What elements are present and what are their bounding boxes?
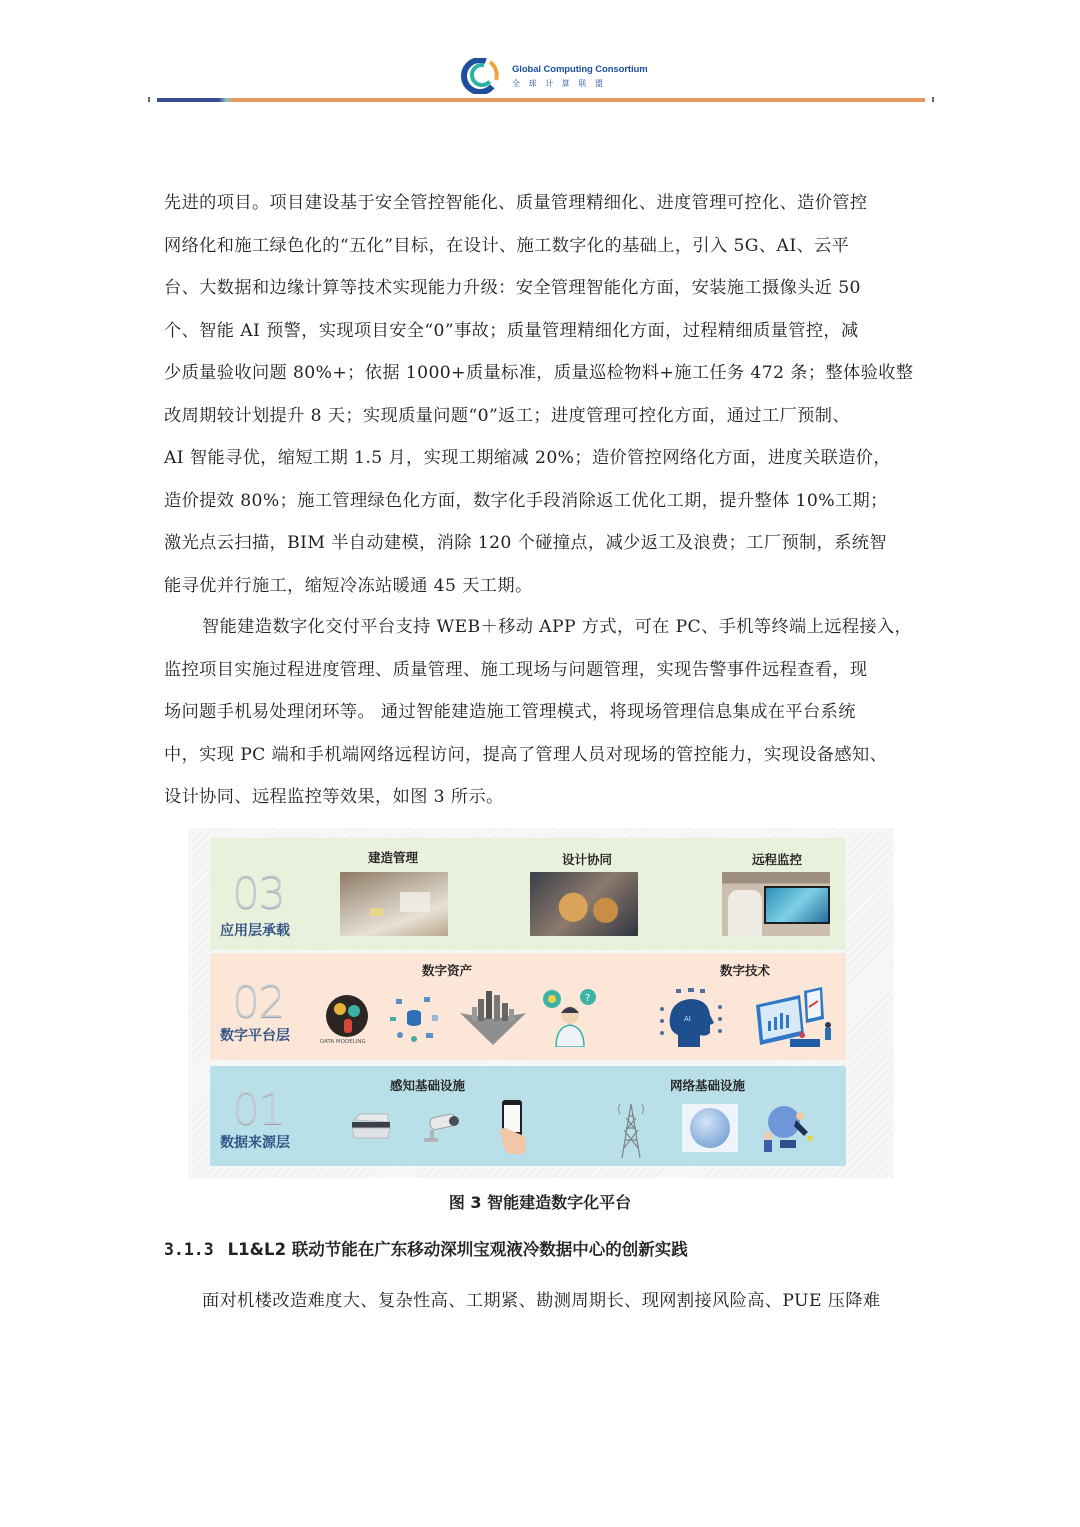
paragraph-1: [164, 182, 920, 607]
smartphone-icon: [500, 1100, 528, 1154]
paragraph-3: [164, 1280, 920, 1323]
network-people-icon: [758, 1102, 814, 1154]
layer-data-source: [210, 1066, 846, 1166]
svg-text:AI: AI: [684, 1015, 691, 1023]
text-line: 智能建造数字化交付平台支持 WEB＋移动 APP 方式，可在 PC、手机等终端上远程接入，: [202, 617, 913, 637]
rule-tick-right: [932, 97, 934, 102]
data-modeling-caption: DATA MODELING: [320, 1039, 366, 1045]
category-label: 数字技术: [720, 963, 771, 978]
gcc-logo: [460, 58, 648, 94]
section-number: 3.1.3: [164, 1240, 214, 1259]
layer-label: 数据来源层: [220, 1135, 290, 1151]
text-line: 先进的项目。项目建设基于安全管控智能化、质量管理精细化、进度管理可控化、造价管控: [164, 193, 868, 213]
logo-english-name: Global Computing Consortium: [512, 63, 648, 75]
text-line: 网络化和施工绿色化的“五化”目标，在设计、施工数字化的基础上，引入 5G、AI、云平: [164, 235, 850, 256]
ai-head-icon: [656, 987, 726, 1049]
globe-icon: [682, 1104, 738, 1152]
layer-number: 03: [232, 868, 284, 919]
category-label: 建造管理: [368, 850, 419, 865]
category-label: 网络基础设施: [670, 1078, 746, 1093]
layer-label: 应用层承载: [220, 923, 290, 939]
text-line: 场问题手机易处理闭环等。 通过智能建造施工管理模式，将现场管理信息集成在平台系统: [164, 702, 856, 722]
layer-label: 数字平台层: [220, 1028, 290, 1044]
cell-tower-icon: [616, 1100, 646, 1158]
text-line: 监控项目实施过程进度管理、质量管理、施工现场与问题管理，实现告警事件远程查看，现: [164, 659, 868, 680]
logo-chinese-name: 全球计算联盟: [512, 78, 612, 88]
figure-caption: 图 3 智能建造数字化平台: [448, 1193, 632, 1212]
header-rule-teal: [219, 98, 233, 102]
text-line: 造价提效 80%；施工管理绿色化方面，数字化手段消除返工优化工期，提升整体 10%工期；: [164, 490, 888, 511]
data-network-icon: [386, 993, 442, 1043]
rule-tick-left: [148, 97, 150, 102]
text-line: 设计协同、远程监控等效果，如图 3 所示。: [164, 787, 504, 807]
text-line: 中，实现 PC 端和手机端网络远程访问，提高了管理人员对现场的管控能力，实现设备感知、: [164, 744, 888, 765]
gcc-logo-icon: [460, 58, 506, 94]
layer-number: 01: [232, 1084, 284, 1135]
design-collaboration-photo: [530, 872, 638, 936]
header-rule-blue: [157, 98, 219, 102]
figure-3-platform-diagram: [188, 828, 894, 1178]
construction-management-photo: [340, 872, 448, 936]
layer-digital-platform: [210, 953, 846, 1060]
category-label: 感知基础设施: [390, 1078, 466, 1093]
header-rule-orange: [233, 98, 925, 102]
city-model-icon: [460, 989, 526, 1045]
remote-monitoring-photo: [722, 872, 830, 936]
text-line: AI 智能寻优，缩短工期 1.5 月，实现工期缩减 20%；造价管控网络化方面，进度关联造价，: [164, 448, 891, 468]
data-modeling-icon: [326, 995, 368, 1037]
text-line: 少质量验收问题 80%+；依据 1000+质量标准，质量巡检物料+施工任务 472 条；整体验收整: [164, 363, 914, 383]
category-label: 远程监控: [752, 852, 803, 867]
category-label: 设计协同: [562, 852, 613, 867]
text-line: 改周期较计划提升 8 天；实现质量问题“0”返工；进度管理可控化方面，通过工厂预制、: [164, 405, 850, 426]
dashboard-illustration-icon: [750, 985, 836, 1051]
category-label: 数字资产: [422, 963, 473, 978]
svg-text:?: ?: [585, 993, 591, 1004]
page-header: [0, 0, 1080, 110]
section-heading: [164, 1236, 688, 1260]
text-line: 个、智能 AI 预警，实现项目安全“0”事故；质量管理精细化方面，过程精细质量管控，减: [164, 320, 859, 341]
text-line: 能寻优并行施工，缩短冷冻站暖通 45 天工期。: [164, 575, 533, 596]
layer-application: [210, 838, 846, 950]
scanner-icon: [350, 1112, 392, 1142]
paragraph-2: [164, 606, 920, 819]
text-line: 激光点云扫描，BIM 半自动建模，消除 120 个碰撞点，减少返工及浪费；工厂预制，系统智: [164, 533, 887, 553]
text-line: 台、大数据和边缘计算等技术实现能力升级：安全管理智能化方面，安装施工摄像头近 50: [164, 278, 861, 298]
cctv-camera-icon: [422, 1110, 462, 1144]
text-line: 面对机楼改造难度大、复杂性高、工期紧、勘测周期长、现网割接风险高、PUE 压降难: [202, 1291, 881, 1311]
engineer-idea-icon: [540, 989, 600, 1047]
section-title: L1&L2 联动节能在广东移动深圳宝观液冷数据中心的创新实践: [227, 1240, 688, 1259]
layer-number: 02: [232, 977, 284, 1028]
